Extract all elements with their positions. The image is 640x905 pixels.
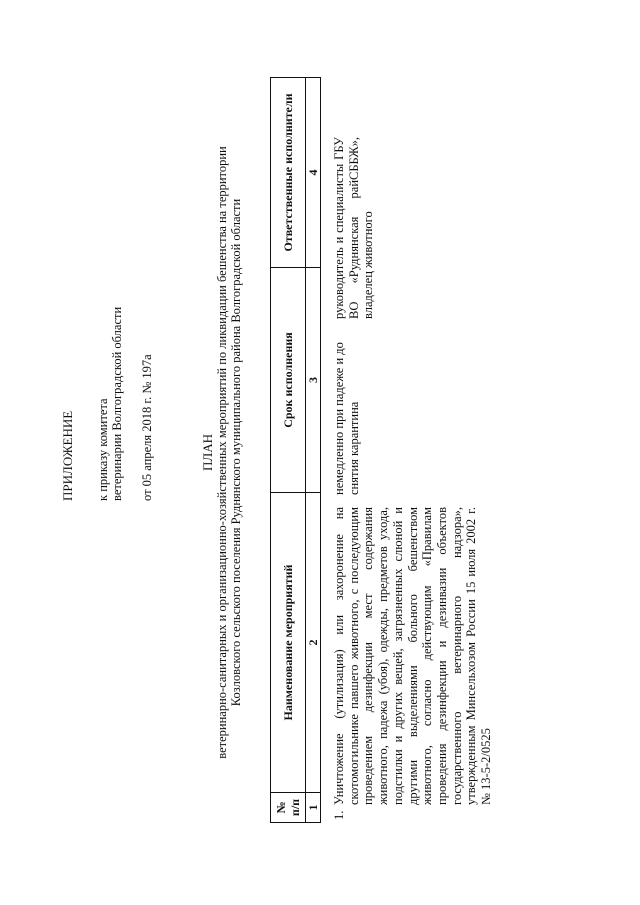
order-reference	[96, 307, 124, 501]
column-header-measure: Наименование мероприятий	[271, 493, 306, 793]
plan-subtitle-line: Козловского сельского поселения Руднянского муниципального района Волгоградской области	[229, 198, 243, 707]
table-column-number-row	[306, 78, 321, 823]
responsible-text: руководитель и специалисты ГБУ ВО «Руднянская райСББЖ», владелец животного	[332, 137, 376, 319]
order-line: ветеринарии Волгоградской области	[110, 306, 124, 501]
appendix-label: ПРИЛОЖЕНИЕ	[60, 410, 75, 501]
measure-text: Уничтожение (утилизация) или захоронение на скотомогильнике павшего животного, с последующим проведением дезинфекции мест содержания животного, падежа (убоя), одежды, предметов ухода, подстилки и других вещей, загрязненных слюной и другими выделениями больного бешенством животного, согласно действующим «Правилам проведения дезинфекции и дезинвазии объектов государственного ветеринарного надзора», утвержденным Минсельхозом России 15 июля 2002 г. № 13-5-2/0525	[332, 507, 494, 805]
plan-subtitle-line: ветеринарно-санитарных и организационно-хозяйственных мероприятий по ликвидации бешенства на территории	[215, 146, 229, 759]
order-date: от 05 апреля 2018 г. № 197а	[140, 354, 154, 501]
order-line: к приказу комитета	[96, 398, 110, 501]
plan-table	[270, 77, 321, 823]
column-number: 3	[306, 268, 321, 493]
column-header-number: № п/п	[271, 793, 306, 823]
column-number: 1	[306, 793, 321, 823]
column-header-responsible: Ответственные исполнители	[271, 78, 306, 268]
column-number: 4	[306, 78, 321, 268]
table-header-row	[271, 78, 306, 823]
column-number: 2	[306, 493, 321, 793]
plan-title: ПЛАН	[200, 434, 215, 471]
row-number: 1.	[332, 810, 346, 820]
deadline-text: немедленно при падеже и до снятия карантина	[332, 342, 361, 495]
column-header-deadline: Срок исполнения	[271, 268, 306, 493]
